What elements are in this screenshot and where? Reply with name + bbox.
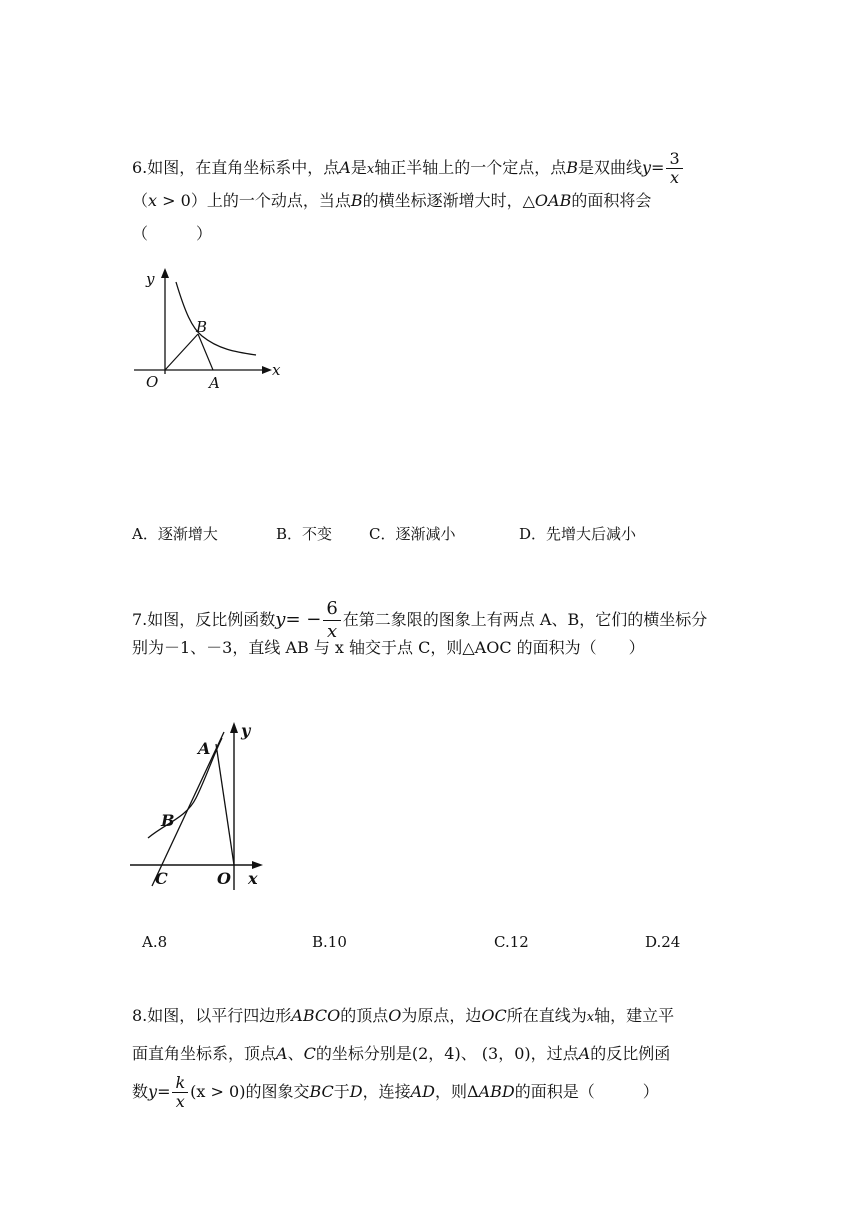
q8-parallelogram-name: ABCO — [291, 1006, 341, 1025]
q8-line-2 — [132, 1042, 670, 1066]
q8-text: 数 — [132, 1082, 149, 1101]
q6-triangle-symbol: △ — [522, 191, 535, 210]
q6-text: 6.如图，在直角坐标系中，点 — [132, 158, 340, 177]
q8-func-cond: (x > 0) — [190, 1082, 246, 1101]
q8-triangle-name: ABD — [478, 1082, 515, 1101]
q8-fraction — [172, 1074, 188, 1111]
q6-option-b[interactable]: B．不变 — [276, 525, 333, 543]
q6-figure — [130, 262, 290, 392]
q7-func-eq: = − — [285, 609, 322, 630]
q6-segment-ob — [165, 334, 198, 370]
q6-x-var: x — [366, 162, 375, 177]
q6-label-x: x — [272, 361, 281, 379]
q8-text: 轴，建立平 — [594, 1006, 675, 1025]
q8-text: 的面积是（ ） — [514, 1082, 659, 1101]
q8-text: 的顶点 — [340, 1006, 389, 1025]
q8-text: 于 — [333, 1082, 350, 1101]
q8-text: ，连接 — [362, 1082, 411, 1101]
q6-option-c[interactable]: C．逐渐减小 — [369, 525, 456, 543]
q6-fraction — [666, 150, 682, 187]
q7-hyperbola — [148, 738, 222, 838]
q8-text: 的坐标分别是(2，4)、 (3，0)，过点 — [315, 1044, 579, 1063]
q7-frac-den: x — [326, 621, 338, 642]
q6-frac-den: x — [670, 168, 680, 187]
q7-option-c[interactable]: C.12 — [494, 933, 529, 951]
q8-text: 为原点，边 — [401, 1006, 482, 1025]
q8-text: 的反比例函 — [590, 1044, 671, 1063]
q8-point-a: A — [578, 1044, 591, 1063]
q8-side-oc: OC — [481, 1006, 507, 1025]
q8-triangle-symbol: Δ — [467, 1082, 479, 1101]
q7-label-o: O — [217, 869, 231, 888]
q8-point-d: D — [349, 1082, 363, 1101]
q6-func-eq: = — [651, 158, 665, 177]
q6-option-d[interactable]: D．先增大后减小 — [519, 525, 637, 543]
q6-cond-rel: > 0 — [162, 191, 191, 210]
q6-cond-var: x — [148, 191, 158, 210]
q6-triangle-name: OAB — [534, 191, 572, 210]
q8-func-lhs: y — [148, 1082, 158, 1101]
q7-label-x: x — [248, 869, 258, 888]
q6-text: 的面积将会 — [571, 191, 652, 210]
q8-point-o: O — [388, 1006, 402, 1025]
q7-label-b: B — [161, 811, 175, 830]
q8-line-3 — [132, 1074, 659, 1111]
q7-text: 在第二象限的图象上有两点 A、B，它们的横坐标分 — [342, 610, 708, 629]
q8-text: 的图象交 — [245, 1082, 310, 1101]
q8-point-c: C — [303, 1044, 316, 1063]
q7-figure — [128, 718, 278, 898]
q7-label-y: y — [241, 721, 251, 740]
q8-x-var: x — [586, 1010, 595, 1025]
q7-x-arrow-icon — [252, 861, 263, 869]
q6-point-a: A — [339, 158, 351, 177]
q6-point-b: B — [566, 158, 578, 177]
q7-option-d[interactable]: D.24 — [645, 933, 681, 951]
q6-option-a[interactable]: A．逐渐增大 — [132, 525, 218, 543]
q6-line-1 — [132, 150, 685, 187]
q8-frac-num: k — [172, 1074, 188, 1093]
q8-point-a: A — [276, 1044, 288, 1063]
q7-segment-ao — [216, 744, 234, 865]
q7-label-a: A — [198, 739, 211, 758]
q7-label-c: C — [155, 869, 168, 888]
q8-sep: 、 — [287, 1044, 304, 1063]
q6-text: ）上的一个动点，当点 — [190, 191, 351, 210]
q6-label-b: B — [196, 318, 208, 336]
q8-frac-den: x — [175, 1092, 185, 1111]
q6-point-b: B — [350, 191, 363, 210]
q8-func-eq: = — [157, 1082, 171, 1101]
q8-text: 所在直线为 — [506, 1006, 587, 1025]
q6-y-arrow-icon — [161, 268, 169, 278]
q6-text: 轴正半轴上的一个定点，点 — [374, 158, 567, 177]
q6-label-o: O — [146, 373, 159, 391]
q6-answer-paren: （ ） — [132, 224, 213, 243]
q8-side-bc: BC — [309, 1082, 334, 1101]
q7-option-b[interactable]: B.10 — [312, 933, 347, 951]
q8-text: 8.如图，以平行四边形 — [132, 1006, 292, 1025]
q7-text: 7.如图，反比例函数 — [132, 610, 276, 629]
q7-option-a[interactable]: A.8 — [142, 933, 168, 951]
q7-line-2: 别为－1、－3，直线 AB 与 x 轴交于点 C，则△AOC 的面积为（ ） — [132, 638, 645, 657]
q7-frac-num: 6 — [323, 598, 340, 621]
q6-line-2 — [132, 189, 651, 213]
q7-y-arrow-icon — [230, 722, 238, 733]
q6-label-a: A — [209, 374, 220, 392]
q6-func-lhs: y — [642, 158, 652, 177]
q6-text: 是双曲线 — [577, 158, 642, 177]
q6-text: 是 — [350, 158, 367, 177]
q6-frac-num: 3 — [666, 150, 682, 169]
q6-x-arrow-icon — [262, 366, 272, 374]
q8-segment-ad: AD — [410, 1082, 435, 1101]
q8-text: 面直角坐标系，顶点 — [132, 1044, 277, 1063]
q8-line-1 — [132, 1004, 674, 1030]
q7-func-lhs: y — [275, 609, 286, 630]
q8-text: ，则 — [435, 1082, 468, 1101]
q6-label-y: y — [146, 270, 155, 288]
q6-text: （ — [132, 191, 149, 210]
q7-line-ab — [152, 732, 224, 886]
q6-text: 的横坐标逐渐增大时， — [362, 191, 523, 210]
